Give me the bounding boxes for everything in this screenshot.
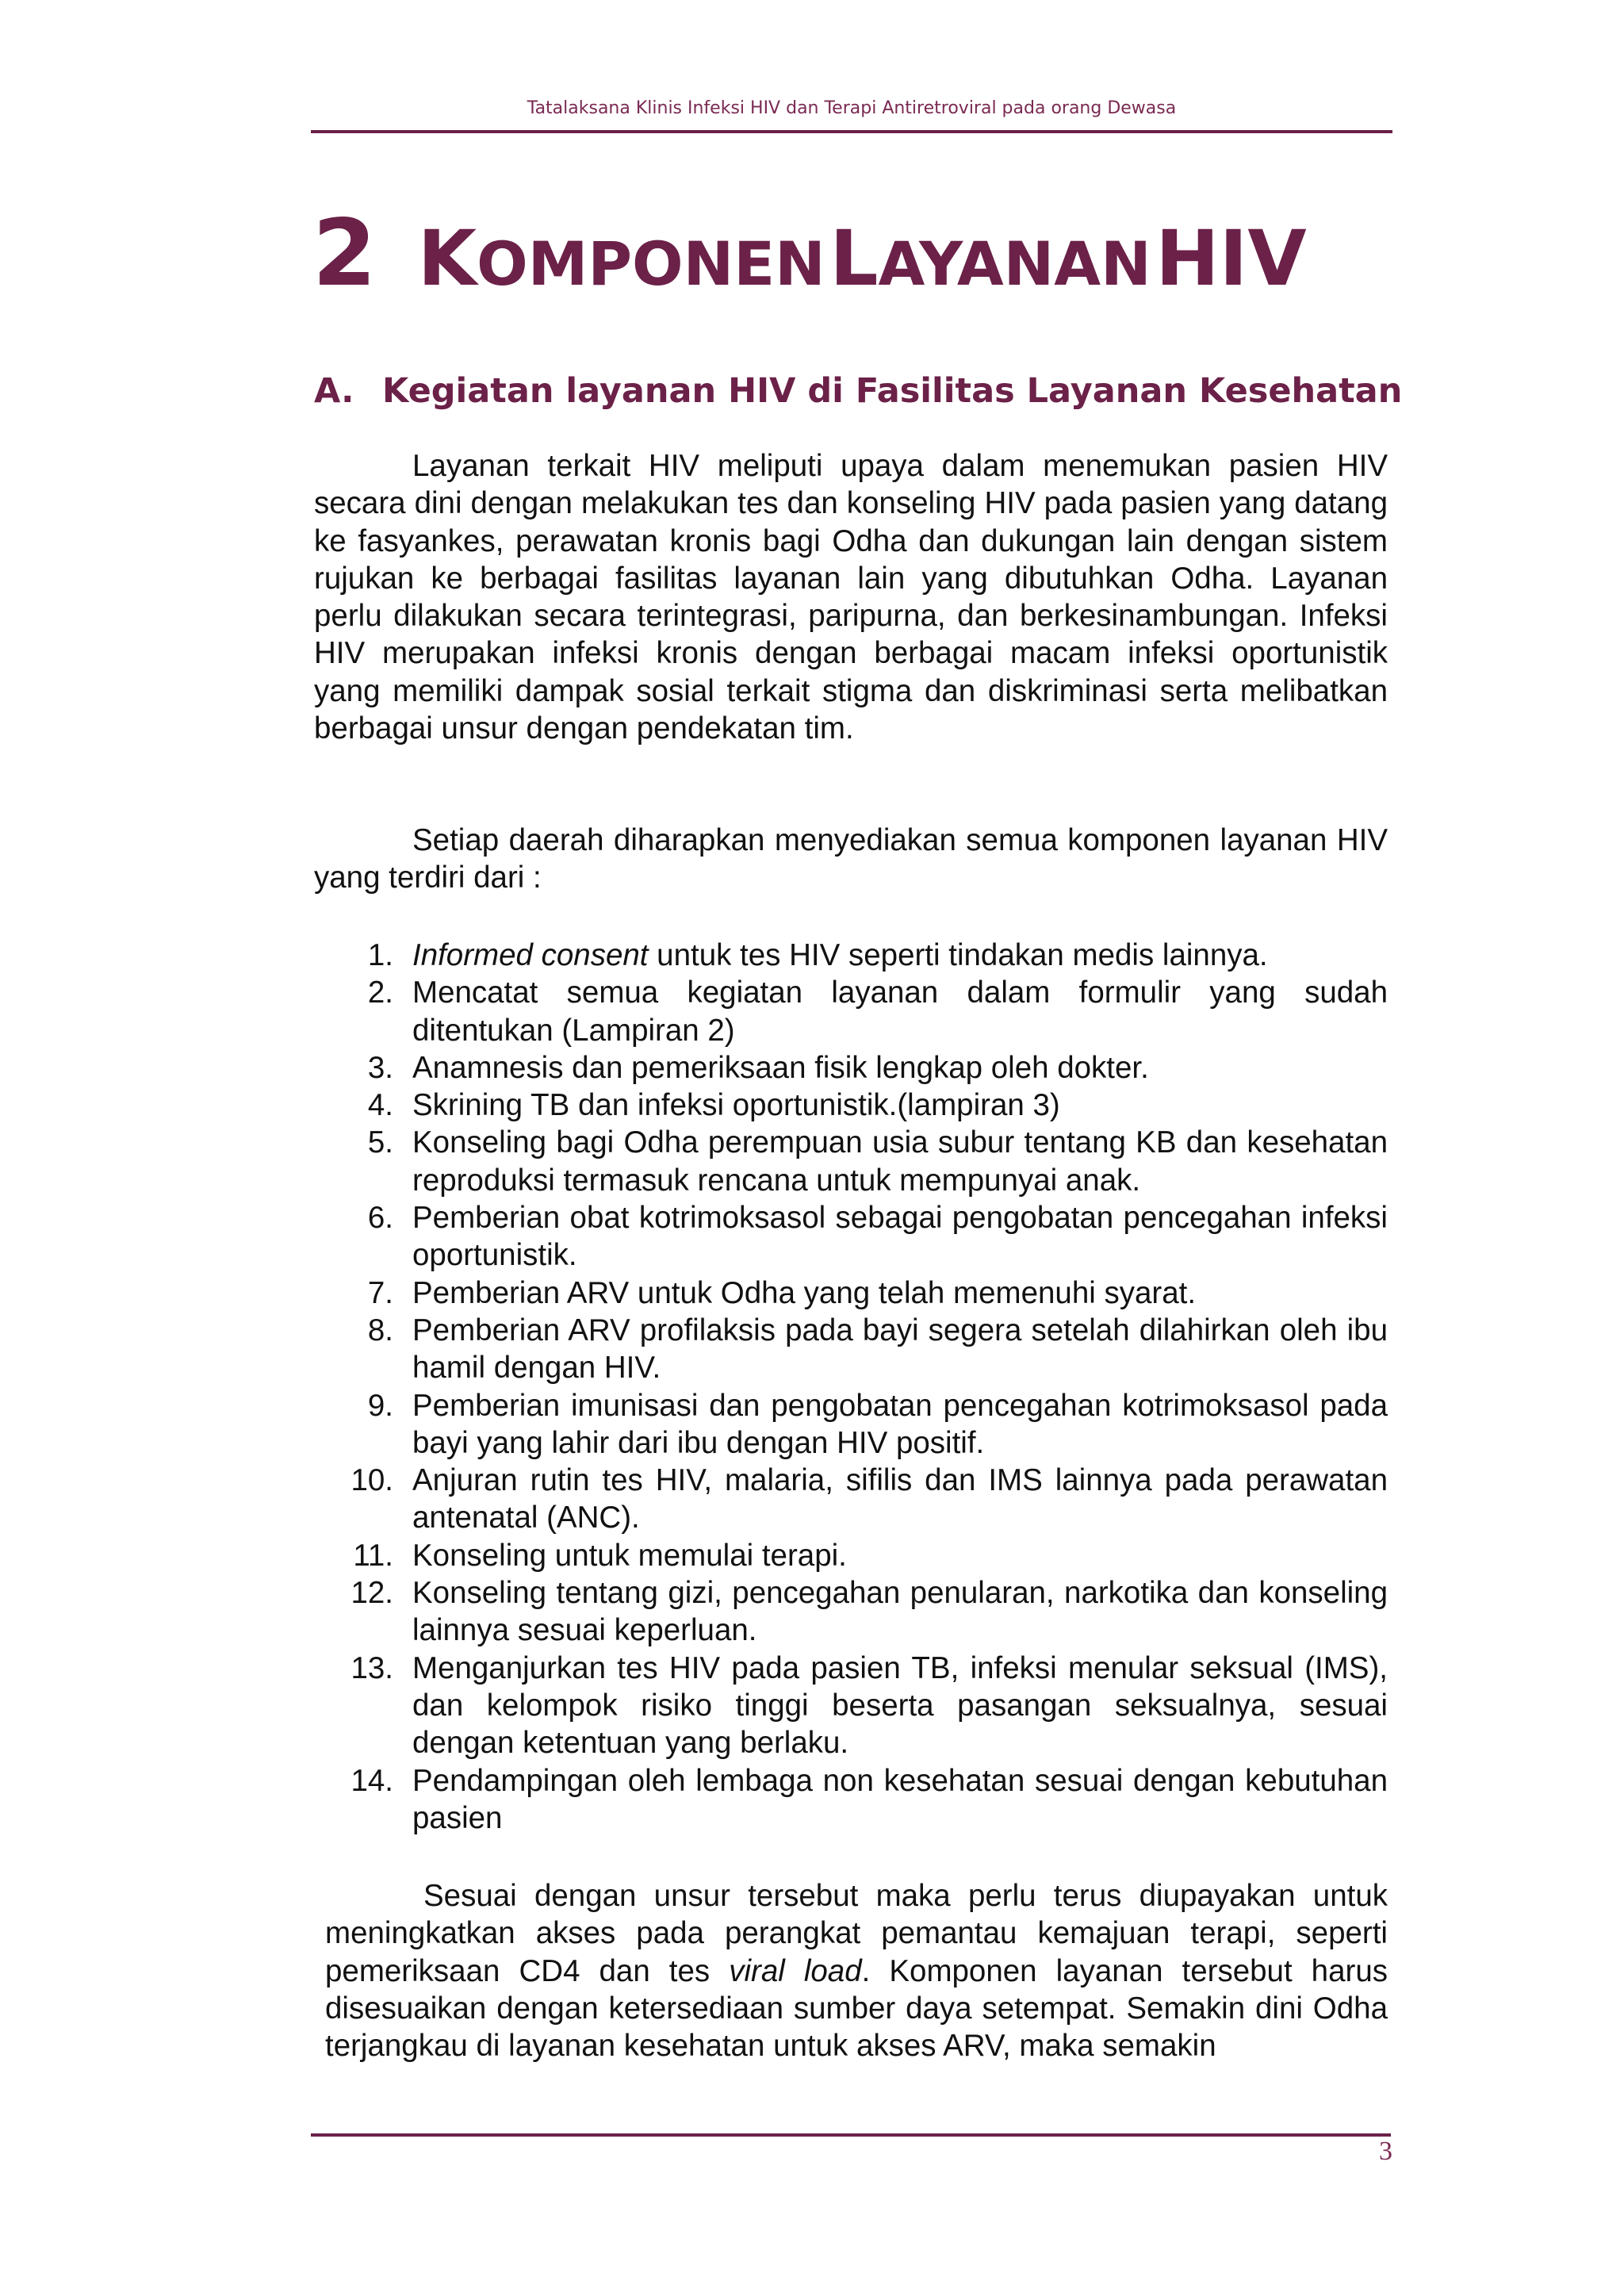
list-item bbox=[314, 1650, 1388, 1762]
paragraph-conclusion-text-b: . Komponen layanan tersebut harus disesuaikan dengan ketersediaan sumber daya setempat. Semakin dini Odha terjangkau di layanan kesehatan untuk akses ARV, maka semakin bbox=[325, 1953, 1388, 2064]
footer-rule bbox=[311, 2133, 1391, 2137]
list-item-number: 4. bbox=[367, 1088, 393, 1123]
list-item bbox=[314, 1312, 1388, 1387]
list-item bbox=[314, 1049, 1388, 1087]
list-item bbox=[314, 1462, 1388, 1537]
section-heading bbox=[314, 371, 1402, 411]
list-item-number: 8. bbox=[367, 1313, 393, 1347]
chapter-number: 2 bbox=[312, 200, 377, 307]
list-item bbox=[314, 1199, 1388, 1274]
paragraph-components-text: Setiap daerah diharapkan menyediakan semua komponen layanan HIV yang terdiri dari : bbox=[314, 823, 1388, 895]
list-item-text: Konseling untuk memulai terapi. bbox=[412, 1538, 847, 1573]
paragraph-intro bbox=[314, 447, 1388, 747]
list-item-number: 12. bbox=[350, 1576, 393, 1611]
list-item bbox=[314, 1574, 1388, 1650]
list-item bbox=[314, 1124, 1388, 1199]
list-item-text: untuk tes HIV seperti tindakan medis lainnya. bbox=[648, 938, 1268, 972]
list-item-text: Pemberian ARV profilaksis pada bayi segera setelah dilahirkan oleh ibu hamil dengan HIV. bbox=[412, 1313, 1388, 1386]
chapter-word-2-rest: AYANAN bbox=[878, 228, 1151, 299]
list-item-number: 3. bbox=[367, 1050, 393, 1085]
list-item-text: Konseling bagi Odha perempuan usia subur tentang KB dan kesehatan reproduksi termasuk rencana untuk mempunyai anak. bbox=[412, 1125, 1388, 1198]
list-item-text: Konseling tentang gizi, pencegahan penularan, narkotika dan konseling lainnya sesuai keperluan. bbox=[412, 1576, 1388, 1648]
list-item-number: 11. bbox=[353, 1538, 393, 1573]
paragraph-conclusion bbox=[325, 1877, 1388, 2064]
list-item-text: Pemberian imunisasi dan pengobatan pencegahan kotrimoksasol pada bayi yang lahir dari ibu dengan HIV positif. bbox=[412, 1388, 1388, 1460]
list-item bbox=[314, 937, 1388, 974]
list-item-text: Skrining TB dan infeksi oportunistik.(lampiran 3) bbox=[412, 1088, 1060, 1123]
chapter-title bbox=[312, 200, 1307, 307]
paragraph-conclusion-text-a: Sesuai dengan unsur tersebut maka perlu terus diupayakan untuk meningkatkan akses pada perangkat pemantau kemajuan terapi, seperti pemeriksaan CD4 dan tes bbox=[325, 1879, 1388, 1988]
list-item-number: 2. bbox=[367, 976, 393, 1010]
list-item-emphasis: Informed consent bbox=[412, 938, 649, 972]
paragraph-conclusion-emphasis: viral load bbox=[729, 1953, 862, 1988]
list-item-number: 13. bbox=[350, 1650, 393, 1685]
paragraph-components bbox=[314, 822, 1388, 897]
section-title: Kegiatan layanan HIV di Fasilitas Layanan Kesehatan bbox=[382, 371, 1403, 411]
list-item-text: Pemberian obat kotrimoksasol sebagai pengobatan pencegahan infeksi oportunistik. bbox=[412, 1201, 1388, 1273]
list-item bbox=[314, 1274, 1388, 1312]
list-item bbox=[314, 1762, 1388, 1838]
list-item-number: 6. bbox=[367, 1201, 393, 1236]
list-item bbox=[314, 974, 1388, 1049]
list-item-number: 5. bbox=[367, 1125, 393, 1160]
list-item-text: Mencatat semua kegiatan layanan dalam formulir yang sudah ditentukan (Lampiran 2) bbox=[412, 976, 1388, 1048]
chapter-word-3: HIV bbox=[1155, 214, 1307, 303]
chapter-word-1-initial: K bbox=[417, 214, 477, 303]
running-header: Tatalaksana Klinis Infeksi HIV dan Terapi Antiretroviral pada orang Dewasa bbox=[527, 98, 1177, 118]
list-item-text: Pemberian ARV untuk Odha yang telah memenuhi syarat. bbox=[412, 1275, 1197, 1310]
paragraph-intro-text: Layanan terkait HIV meliputi upaya dalam menemukan pasien HIV secara dini dengan melakukan tes dan konseling HIV pada pasien yang datang ke fasyankes, perawatan kronis bagi Odha dan dukungan lain dengan sistem rujukan ke berbagai fasilitas layanan lain yang dibutuhkan Odha. Layanan perlu dilakukan secara terintegrasi, paripurna, dan berkesinambungan. Infeksi HIV merupakan infeksi kronis dengan berbagai macam infeksi oportunistik yang memiliki dampak sosial terkait stigma dan diskriminasi serta melibatkan berbagai unsur dengan pendekatan tim. bbox=[314, 449, 1388, 746]
list-item bbox=[314, 1537, 1388, 1574]
list-item bbox=[314, 1387, 1388, 1462]
list-item-text: Menganjurkan tes HIV pada pasien TB, infeksi menular seksual (IMS), dan kelompok risiko tinggi beserta pasangan seksualnya, sesuai dengan ketentuan yang berlaku. bbox=[412, 1650, 1388, 1761]
list-item-text: Anjuran rutin tes HIV, malaria, sifilis dan IMS lainnya pada perawatan antenatal (ANC). bbox=[412, 1463, 1388, 1535]
list-item-number: 7. bbox=[367, 1275, 393, 1310]
list-item-number: 9. bbox=[367, 1388, 393, 1423]
list-item-text: Anamnesis dan pemeriksaan fisik lengkap oleh dokter. bbox=[412, 1050, 1149, 1085]
chapter-word-2-initial: L bbox=[829, 214, 879, 303]
section-letter: A. bbox=[314, 371, 354, 411]
page-number: 3 bbox=[1379, 2137, 1392, 2166]
component-list bbox=[314, 937, 1388, 1837]
list-item-number: 10. bbox=[350, 1463, 393, 1498]
header-rule bbox=[311, 130, 1392, 133]
list-item-number: 1. bbox=[367, 938, 393, 972]
list-item-text: Pendampingan oleh lembaga non kesehatan sesuai dengan kebutuhan pasien bbox=[412, 1763, 1388, 1835]
chapter-word-1-rest: OMPONEN bbox=[477, 228, 825, 299]
list-item bbox=[314, 1087, 1388, 1124]
list-item-number: 14. bbox=[350, 1763, 393, 1798]
